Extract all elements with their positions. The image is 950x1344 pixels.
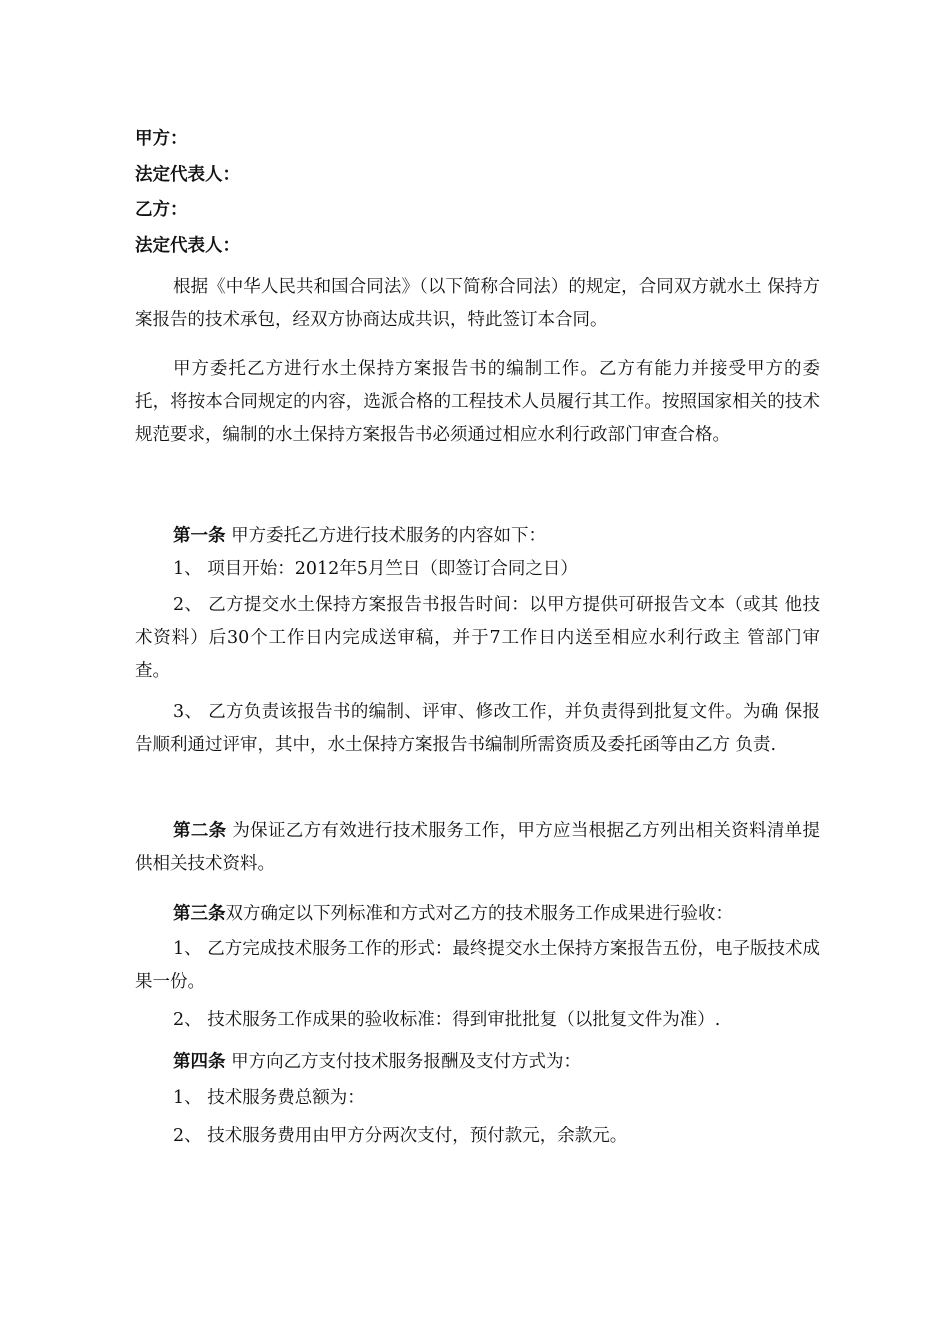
party-a-representative-label: 法定代表人： (135, 164, 240, 185)
intro-paragraph-2: 甲方委托乙方进行水土保持方案报告书的编制工作。乙方有能力并接受甲方的委托，将按本合同规定的内容，选派合格的工程技术人员履行其工作。按照国家相关的技术规范要求，编制的水土保持方案报告书必须通过相应水利行政部门审查合格。 (135, 359, 820, 445)
article-4-paragraph (135, 1046, 820, 1079)
article-2-text: 为保证乙方有效进行技术服务工作，甲方应当根据乙方列出相关资料清单提供相关技术资料。 (135, 821, 820, 874)
article-4-item-2: 2、 技术服务费用由甲方分两次支付，预付款元，余款元。 (173, 1126, 628, 1146)
article-1-paragraph (135, 520, 820, 553)
article-3-text: 双方确定以下列标准和方式对乙方的技术服务工作成果进行验收： (225, 904, 733, 924)
article-1-text: 甲方委托乙方进行技术服务的内容如下： (225, 526, 547, 546)
party-b-representative-label: 法定代表人： (135, 235, 240, 256)
article-3-item-2: 2、 技术服务工作成果的验收标准：得到审批批复（以批复文件为准）. (173, 1010, 721, 1030)
article-2-heading: 第二条 (173, 821, 227, 841)
party-a-label: 甲方： (135, 129, 188, 149)
article-4-text: 甲方向乙方支付技术服务报酬及支付方式为： (225, 1052, 582, 1072)
article-1-item-3: 3、 乙方负责该报告书的编制、评审、修改工作，并负责得到批复文件。为确 保报告顺利通过评审，其中，水土保持方案报告书编制所需资质及委托函等由乙方 负责. (135, 702, 820, 755)
article-1-heading: 第一条 (173, 526, 226, 546)
article-3-item-1: 1、 乙方完成技术服务工作的形式：最终提交水土保持方案报告五份，电子版技术成果一份。 (135, 939, 820, 992)
article-4-item-1: 1、 技术服务费总额为： (173, 1088, 365, 1108)
article-1-item-1: 1、 项目开始：2012年5月竺日（即签订合同之日） (173, 559, 578, 579)
article-1-item-2: 2、 乙方提交水土保持方案报告书报告时间：以甲方提供可研报告文本（或其 他技术资料）后30个工作日内完成送审稿，并于7工作日内送至相应水利行政主 管部门审查。 (135, 595, 820, 681)
article-4-heading: 第四条 (173, 1052, 226, 1072)
article-3-paragraph (135, 898, 820, 931)
intro-paragraph-1: 根据《中华人民共和国合同法》（以下简称合同法）的规定，合同双方就水土 保持方案报告的技术承包，经双方协商达成共识，特此签订本合同。 (135, 277, 820, 330)
article-2-paragraph (135, 815, 820, 881)
article-3-heading: 第三条 (173, 904, 226, 924)
party-info-block (135, 122, 240, 264)
party-b-label: 乙方： (135, 200, 188, 220)
